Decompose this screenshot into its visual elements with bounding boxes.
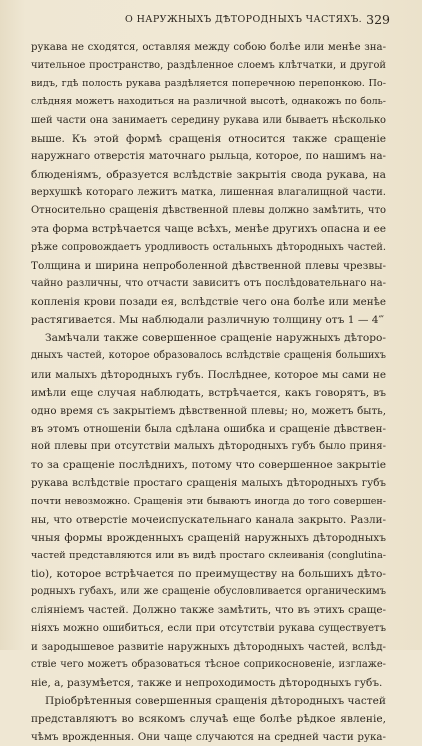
body-text	[31, 39, 386, 746]
text-line: Относительно сращенія дѣвственной плевы должно замѣтить, что	[31, 205, 386, 217]
page-header	[30, 14, 400, 28]
text-line: чительное пространство, раздѣленное слоемъ клѣтчатки, и другой	[31, 60, 386, 72]
text-line: видъ, гдѣ полость рукава раздѣляется поперечною перепонкою. По-	[31, 78, 386, 90]
text-line: чайно различны, что отчасти зависитъ отъ послѣдовательнаго на-	[31, 277, 386, 289]
text-line: сліяніемъ частей. Должно также замѣтить, что въ этихъ сраще-	[31, 604, 386, 617]
text-line: ніяхъ можно ошибиться, если при отсутствіи рукава существуетъ	[31, 622, 386, 634]
text-line: блюденіямъ, образуется вслѣдствіе закрытія свода рукава, на	[31, 168, 386, 181]
text-line: въ этомъ отношеніи была сдѣлана ошибка и сращеніе дѣвствен-	[31, 422, 386, 435]
text-line: выше. Къ этой формѣ сращенія относится также сращеніе	[31, 132, 386, 145]
text-line: растягивается. Мы наблюдали различную толщину отъ 1 — 4‴	[31, 314, 385, 327]
text-line: одно время съ закрытіемъ дѣвственной плевы; но, можетъ быть,	[31, 404, 386, 417]
text-line: рукава вслѣдствіе простаго сращенія малыхъ дѣтородныхъ губъ	[31, 477, 386, 490]
text-line: чѣмъ врожденныя. Они чаще случаются на средней части рука-	[31, 731, 386, 744]
text-line: ніе, а, разумѣется, также и непроходимость дѣтородныхъ губъ.	[31, 676, 383, 689]
text-line: наружнаго отверстія маточнаго рыльца, которое, по нашимъ на-	[31, 150, 386, 162]
text-line: слѣдняя можетъ находиться на различной высотѣ, однакожъ по боль-	[31, 96, 386, 108]
text-line: почти невозможно. Сращенія эти бываютъ иногда до того совершен-	[31, 495, 386, 507]
text-line: копленія крови позади ея, вслѣдствіе чего она болѣе или менѣе	[31, 295, 386, 308]
text-line: эта форма встрѣчается чаще всѣхъ, менѣе другихъ опасна и ее	[31, 223, 386, 236]
text-line: частей представляются или въ видѣ простаго склеиванія (conglutina-	[31, 549, 386, 561]
text-line: или малыхъ дѣтородныхъ губъ. Послѣднее, которое мы сами не	[31, 368, 386, 381]
text-line: Замѣчали также совершенное сращеніе наружныхъ дѣторо-	[45, 332, 386, 345]
text-line: ствіе чего можетъ образоваться тѣсное соприкосновеніе, изглаже-	[31, 658, 386, 670]
text-line: Пріобрѣтенныя совершенныя сращенія дѣтородныхъ частей	[45, 695, 386, 708]
page-number: 329	[366, 12, 390, 27]
text-line: шей части она занимаетъ середину рукава или бываетъ нѣсколько	[31, 114, 386, 126]
text-line: имѣли еще случая наблюдать, встрѣчается, какъ говорятъ, въ	[31, 386, 386, 399]
text-line: Толщина и ширина непроболенной дѣвственной плевы чрезвы-	[31, 259, 386, 272]
text-line: представляютъ во всякомъ случаѣ еще болѣе рѣдкое явленіе,	[31, 713, 386, 726]
text-line: и зародышевое развитіе наружныхъ дѣтородныхъ частей, вслѣд-	[31, 640, 386, 653]
text-line: ной плевы при отсутствіи малыхъ дѣтородныхъ губъ было приня-	[31, 441, 386, 453]
text-line: рукава не сходятся, оставляя между собою болѣе или менѣе зна-	[31, 42, 386, 53]
text-line: чныя формы врожденныхъ сращеній наружныхъ дѣтородныхъ	[31, 531, 386, 544]
text-line: tio), которое встрѣчается по преимуществу на большихъ дѣто-	[31, 568, 386, 581]
text-line: дныхъ частей, которое образовалось вслѣдствіе сращенія большихъ	[31, 350, 386, 362]
text-line: родныхъ губахъ, или же сращеніе обусловливается органическимъ	[31, 586, 386, 598]
text-line: то за сращеніе послѣднихъ, потому что совершенное закрытіе	[31, 459, 386, 472]
text-line: рѣже сопровождаетъ уродливость остальныхъ дѣтородныхъ частей.	[31, 241, 386, 253]
text-line: верхушкѣ котораго лежитъ матка, лишенная влагалищной части.	[31, 187, 386, 199]
text-line: ны, что отверстіе мочеиспускательнаго канала закрыто. Разли-	[31, 513, 386, 526]
running-title: О НАРУЖНЫХЪ ДѢТОРОДНЫХЪ ЧАСТЯХЪ.	[125, 14, 363, 25]
